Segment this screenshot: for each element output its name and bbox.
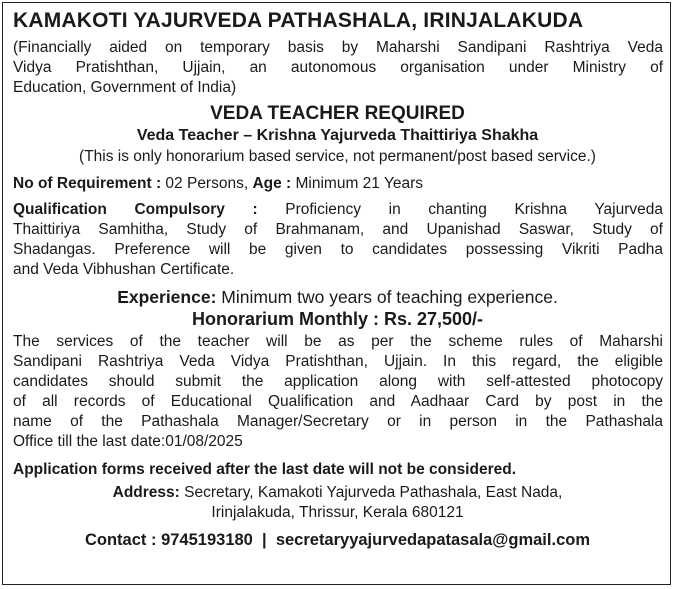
age-label: Age : bbox=[252, 175, 292, 192]
services-line-4: of all records of Educational Qualification and Aadhaar Card by post in the bbox=[13, 393, 663, 410]
subtitle-line-3: Education, Government of India) bbox=[13, 79, 237, 96]
services-line-6: Office till the last date:01/08/2025 bbox=[13, 433, 243, 450]
experience-line bbox=[3, 287, 671, 308]
services-line-2: Sandipani Rashtriya Veda Vidya Pratishthan, Ujjain. In this regard, the eligible bbox=[13, 353, 663, 370]
contact-phone[interactable]: 9745193180 bbox=[161, 531, 253, 549]
requirement-value: 02 Persons, bbox=[161, 175, 253, 192]
contact-separator: | bbox=[252, 531, 276, 549]
services-line-3: candidates should submit the application along with self-attested photocopy bbox=[13, 373, 663, 390]
qualification-line-2: Thaittiriya Samhitha, Study of Brahmanam, and Upanishad Saswar, Study of bbox=[13, 221, 663, 238]
age-value: Minimum 21 Years bbox=[291, 175, 424, 192]
subtitle-line-1: (Financially aided on temporary basis by Maharshi Sandipani Rashtriya Veda bbox=[13, 39, 663, 56]
experience-value: Minimum two years of teaching experience. bbox=[216, 287, 558, 307]
experience-label: Experience: bbox=[117, 287, 217, 307]
address-line-2: Irinjalakuda, Thrissur, Kerala 680121 bbox=[211, 504, 464, 521]
service-note: (This is only honorarium based service, not permanent/post based service.) bbox=[79, 148, 596, 165]
requirement-line bbox=[13, 175, 663, 193]
institution-title: KAMAKOTI YAJURVEDA PATHASHALA, IRINJALAKUDA bbox=[13, 9, 584, 32]
qualification-label: Qualification Compulsory : bbox=[13, 201, 258, 218]
honorarium: Honorarium Monthly : Rs. 27,500/- bbox=[191, 309, 484, 329]
qualification-line-3: Shadangas. Preference will be given to candidates possessing Vikriti Padha bbox=[13, 241, 663, 258]
address-line-1 bbox=[3, 484, 671, 502]
services-line-1: The services of the teacher will be as per the scheme rules of Maharshi bbox=[13, 333, 663, 350]
subtitle-line-2: Vidya Pratishthan, Ujjain, an autonomous organisation under Ministry of bbox=[13, 59, 663, 76]
advertisement bbox=[2, 2, 671, 585]
contact-line bbox=[3, 531, 671, 550]
qualification-line-1 bbox=[13, 201, 663, 219]
address-label: Address: bbox=[112, 484, 180, 501]
qualification-line-4: and Veda Vibhushan Certificate. bbox=[13, 261, 235, 278]
deadline-warning: Application forms received after the last date will not be considered. bbox=[13, 461, 517, 478]
contact-label: Contact : bbox=[84, 531, 162, 549]
job-subheading: Veda Teacher – Krishna Yajurveda Thaittiriya Shakha bbox=[136, 127, 539, 144]
address-value: Secretary, Kamakoti Yajurveda Pathashala, East Nada, bbox=[179, 484, 563, 501]
qualification-first: Proficiency in chanting Krishna Yajurveda bbox=[257, 201, 663, 218]
job-heading: VEDA TEACHER REQUIRED bbox=[210, 103, 465, 124]
requirement-label: No of Requirement : bbox=[13, 175, 162, 192]
contact-email[interactable]: secretaryyajurvedapatasala@gmail.com bbox=[275, 531, 590, 549]
services-line-5: name of the Pathashala Manager/Secretary or in person in the Pathashala bbox=[13, 413, 663, 430]
